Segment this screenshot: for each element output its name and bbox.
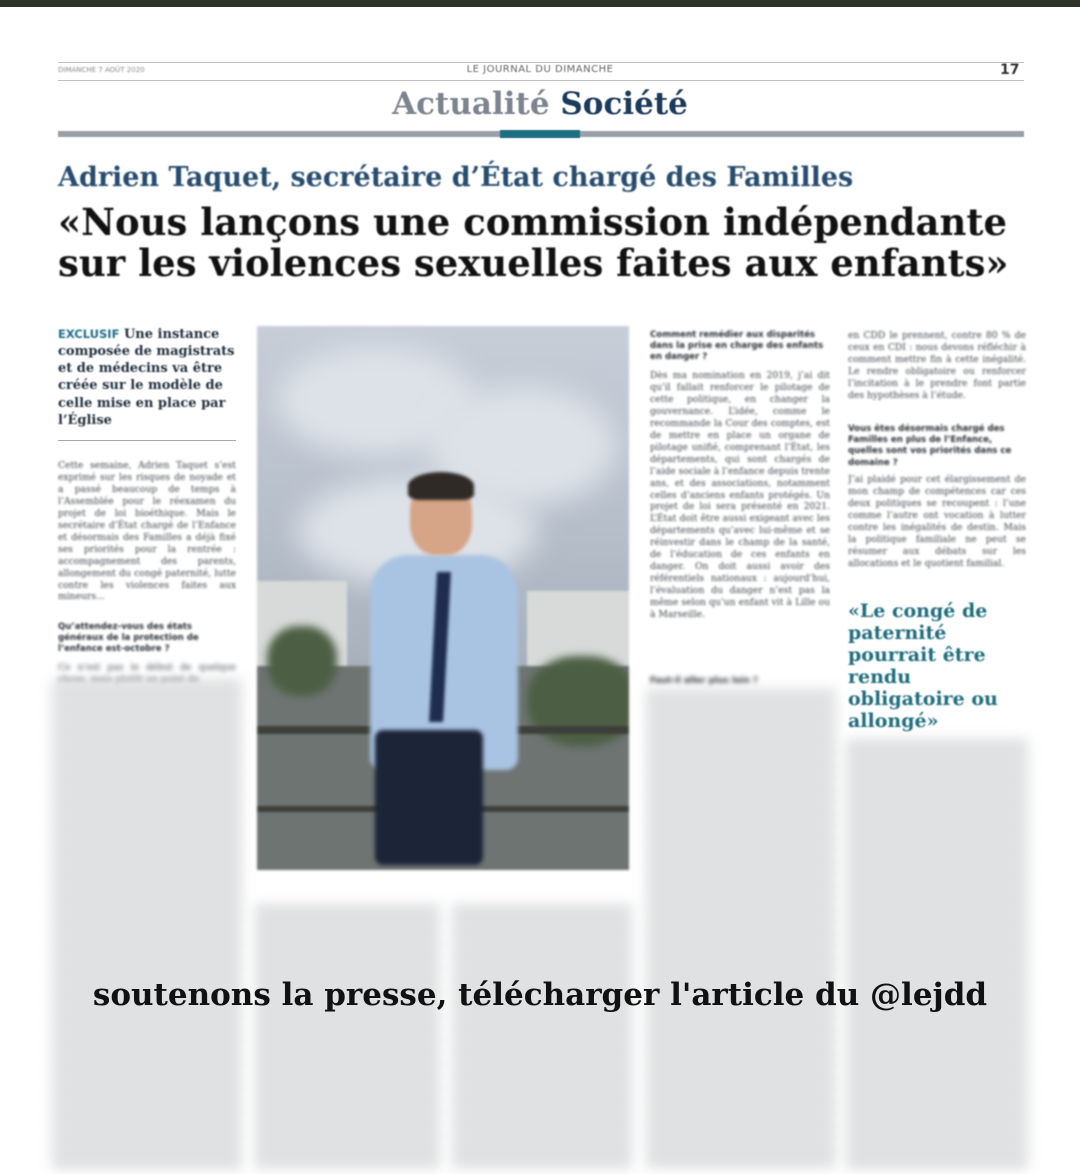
answer-3: J’ai plaidé pour cet élargissement de mon champ de compétences car ces deux politiques se recoupent : l’une comme l’autre ont vocation à lutter contre les inégalités de destin. Mais la politique familiale ne peut se résumer aux débats sur les allocations et le quotient familial. [848, 474, 1026, 569]
page-number: 17 [1000, 62, 1020, 78]
question-2: Comment remédier aux disparités dans la prise en charge des enfants en danger ? [650, 330, 824, 363]
answer-1-start: Ce n’est pas le début de quelque [58, 662, 236, 673]
folio-date: DIMANCHE 7 AOÛT 2020 [58, 66, 145, 74]
section-header [0, 86, 1080, 122]
faded-column-1 [52, 680, 242, 1170]
pull-quote: «Le congé de paternité pourrait être rendu obligatoire ou allongé» [848, 600, 998, 733]
question-1: Qu’attendez-vous des états généraux de la protection de l’enfance est-octobre ? [58, 622, 199, 655]
top-border [0, 0, 1080, 7]
standfirst-rule [58, 440, 236, 441]
answer-col4: en CDD le prennent, contre 80 % de ceux en CDI : nous devons réfléchir à comment mettre fin à cette inégalité. Le rendre obligatoire ou renforcer l’incitation à le prendre font partie des hypothèses à l’étude. [848, 330, 1026, 401]
question-3: Vous êtes désormais chargé des Familles en plus de l’Enfance, quelles sont vos priorités dans ce domaine ? [848, 424, 1012, 468]
section-accent [500, 130, 580, 138]
standfirst [58, 326, 238, 429]
article-kicker: Adrien Taquet, secrétaire d’État chargé des Familles [58, 162, 854, 193]
faded-column-4 [846, 740, 1028, 1170]
standfirst-text: Une instance composée de magistrats et de médecins va être créée sur le modèle de celle mise en place par l’Église [58, 327, 235, 428]
exclusive-tag: EXCLUSIF [58, 327, 120, 341]
section-secondary: Société [560, 86, 688, 122]
intro-paragraph: Cette semaine, Adrien Taquet s’est exprimé sur les risques de noyade et a passé beaucoup de temps à l’Assemblée pour le réexamen du projet de loi bioéthique. Mais le secrétaire d’État chargé de l’Enfance et désormais des Familles a déjà fixé ses priorités pour la rentrée : accompagnement des parents, allongement du congé paternité, lutte contre les violences faites aux mineurs... [58, 460, 236, 603]
faded-column-2a [255, 905, 440, 1170]
article-headline: «Nous lançons une commission indépendante sur les violences sexuelles faites aux enfants» [58, 200, 1009, 286]
question-faded: Faut-il aller plus loin ? [650, 676, 758, 686]
faded-column-3 [646, 690, 836, 1170]
folio-top-rule [58, 62, 1024, 63]
overlay-caption: soutenons la presse, télécharger l'article du @lejdd [92, 977, 988, 1013]
publication-name: LE JOURNAL DU DIMANCHE [466, 64, 614, 75]
answer-2: Dès ma nomination en 2019, j’ai dit qu’il fallait renforcer le pilotage de cette politique, en changer la gouvernance. L’idée, comme le recommande la Cour des comptes, est de mettre en place un organe de pilotage unifié, comprenant l’État, les départements, qui sont chargés de l’aide sociale à l’enfance depuis trente ans, et des associations, notamment celles d’anciens enfants protégés. Un projet de loi sera présenté en 2021. L’État doit être aussi exigeant avec les départements qu’avec lui-même et se réinvestir dans le champ de la santé, de l’éducation de ces enfants en danger. On doit aussi avoir des référentiels nationaux : aujourd’hui, l’évaluation du danger n’est pas la même selon qu’un enfant vit à Lille ou à Marseille. [650, 370, 830, 621]
folio-bottom-rule [58, 80, 1024, 81]
person-hair [408, 472, 474, 500]
person-trousers [375, 730, 483, 865]
faded-column-2b [452, 905, 632, 1170]
section-primary: Actualité [392, 86, 550, 122]
